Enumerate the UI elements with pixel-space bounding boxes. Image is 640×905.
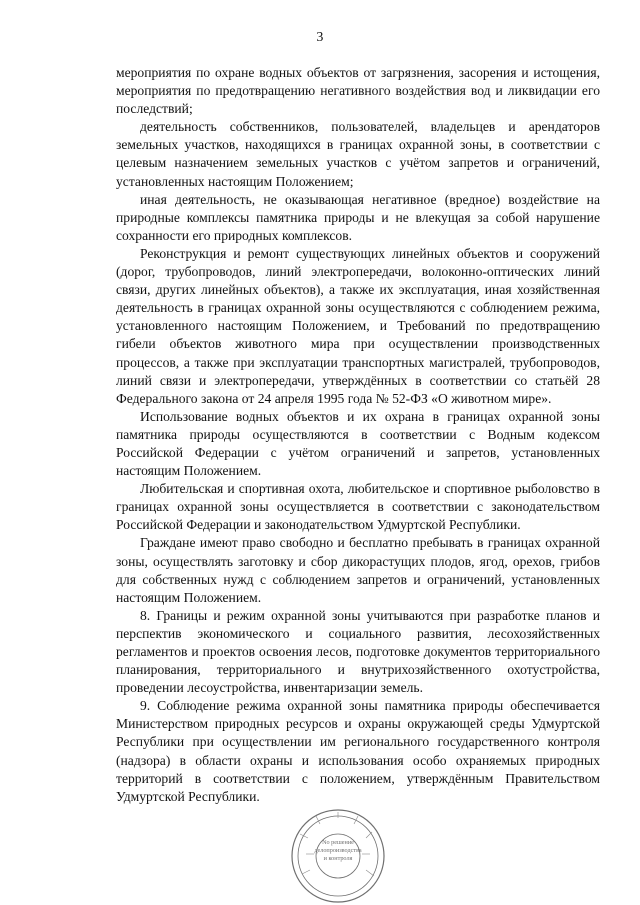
paragraph-other-activity: иная деятельность, не оказывающая негативное (вредное) воздействие на природные комплексы памятника природы и не влекущая за собой нарушение сохранности его природных комплексов. <box>116 191 600 243</box>
paragraph-landowners-activity: деятельность собственников, пользователей, владельцев и арендаторов земельных участков, находящихся в границах охранной зоны, в соответствии с целевым назначением земельных участков с учётом запретов и ограничений, установленных настоящим Положением; <box>116 119 600 189</box>
document-body <box>116 64 600 806</box>
paragraph-reconstruction: Реконструкция и ремонт существующих линейных объектов и сооружений (дорог, трубопроводов, линий электропередачи, волоконно-оптических линий связи, других линейных объектов), а также их эксплуатация, иная хозяйственная деятельность в границах охранной зоны осуществляются с соблюдением режима, установленного настоящим Положением, и Требований по предотвращению гибели объектов животного мира при осуществлении производственных процессов, а также при эксплуатации транспортных магистралей, трубопроводов, линий связи и электропередачи, утверждённых в соответствии со статьёй 28 Федерального закона от 24 апреля 1995 года № 52-ФЗ «О животном мире». <box>116 245 600 406</box>
seal-line-2: делопроизводства <box>314 847 362 854</box>
paragraph-water-measures: мероприятия по охране водных объектов от загрязнения, засорения и истощения, мероприятия по предотвращению негативного воздействия вод и ликвидации его последствий; <box>116 65 600 117</box>
paragraph-hunting-fishing: Любительская и спортивная охота, любительское и спортивное рыболовство в границах охранной зоны осуществляется в соответствии с законодательством Российской Федерации и законодательством Удмуртской Республики. <box>116 481 600 533</box>
page-number: 3 <box>316 30 324 45</box>
paragraph-citizens-rights: Граждане имеют право свободно и бесплатно пребывать в границах охранной зоны, осуществлять заготовку и сбор дикорастущих плодов, ягод, орехов, грибов для собственных нужд с соблюдением запретов и ограничений, установленных настоящим Положением. <box>116 535 600 605</box>
seal-line-3: и контроля <box>323 855 353 862</box>
official-stamp <box>286 804 390 904</box>
seal-line-1: No решение <box>322 839 354 846</box>
paragraph-water-use: Использование водных объектов и их охрана в границах охранной зоны памятника природы осуществляются в соответствии с Водным кодексом Российской Федерации с учётом ограничений и запретов, установленных настоящим Положением. <box>116 408 600 479</box>
paragraph-item-9: 9. Соблюдение режима охранной зоны памятника природы обеспечивается Министерством природных ресурсов и охраны окружающей среды Удмуртской Республики при осуществлении им регионального государственного контроля (надзора) в области охраны и использования особо охраняемых природных территорий в соответствии с положением, утверждённым Правительством Удмуртской Республики. <box>116 698 600 804</box>
paragraph-item-8: 8. Границы и режим охранной зоны учитываются при разработке планов и перспектив экономического и социального развития, лесохозяйственных регламентов и проектов освоения лесов, подготовке документов территориального планирования, территориального и внутрихозяйственного охотустройства, проведении лесоустройства, инвентаризации земель. <box>116 607 600 696</box>
